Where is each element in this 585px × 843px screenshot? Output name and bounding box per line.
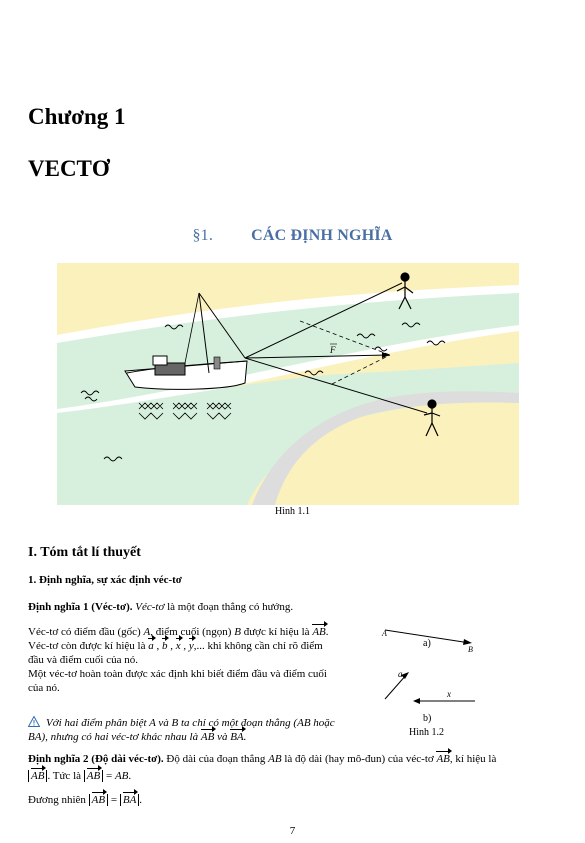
text: , kí hiệu là: [449, 753, 497, 765]
point-a: A: [143, 626, 151, 638]
page-number: 7: [289, 825, 296, 837]
text: Với hai điểm phân biệt A và B ta chỉ có một đoạn thẳng (AB hoặc: [46, 717, 335, 729]
vector-ba: BA: [122, 794, 137, 806]
text: .: [243, 731, 247, 743]
note-warning: [28, 716, 373, 744]
def1-text: là một đoạn thẳng có hướng.: [164, 601, 294, 613]
definition-1: [28, 600, 293, 614]
chapter-heading: Chương 1: [28, 104, 126, 129]
vector-ab: AB: [91, 794, 106, 806]
label-a: a): [423, 638, 431, 649]
text: ,... khi không cần chỉ rõ điểm: [193, 640, 323, 652]
vector-x-label: x: [447, 689, 451, 699]
text: Véc-tơ còn được kí hiệu là: [28, 640, 149, 652]
text: được kí hiệu là: [240, 626, 313, 638]
text: Một véc-tơ hoàn toàn được xác định khi biết điểm đầu và điểm cuối: [28, 668, 327, 680]
figure-boat-illustration: [57, 263, 519, 505]
text: =: [108, 794, 120, 806]
vector-ab: AB: [200, 731, 215, 743]
chapter-title: VECTƠ: [28, 156, 110, 181]
text: . Tức là: [47, 770, 84, 782]
warning-icon: [28, 716, 40, 727]
def1-term: Véc-tơ: [135, 601, 165, 613]
text: của nó.: [28, 682, 60, 694]
paragraph-equality: [28, 793, 142, 807]
vector-x: x: [175, 640, 181, 652]
magnitude-ab: [28, 770, 47, 782]
vector-ab: AB: [31, 770, 45, 782]
def2-label: Định nghĩa 2 (Độ dài véc-tơ).: [28, 753, 164, 765]
text: đầu và điểm cuối của nó.: [28, 654, 138, 666]
figure2-caption: Hình 1.2: [409, 727, 444, 738]
magnitude-ab: [89, 794, 108, 806]
text: =: [103, 770, 115, 782]
def1-label: Định nghĩa 1 (Véc-tơ).: [28, 601, 133, 613]
text: , điểm cuối (ngọn): [150, 626, 235, 638]
vector-ab: AB: [312, 626, 326, 638]
figure-caption: Hình 1.1: [275, 506, 310, 517]
figure-vectors: [375, 622, 505, 742]
point-a-label: A: [382, 629, 387, 638]
text: Véc-tơ có điểm đầu (gốc): [28, 626, 144, 638]
text: .: [325, 626, 329, 638]
vector-ab: AB: [86, 770, 101, 782]
magnitude-ab: [84, 770, 103, 782]
vector-b: b: [161, 640, 168, 652]
paragraph-notation: Véc-tơ có điểm đầu (gốc) A, điểm cuối (ngọn) B được kí hiệu là AB. Véc-tơ còn được kí hiệu là a , b , x , y,... khi không cần chỉ rõ điểm đầu và điểm cuối của nó. Một véc-tơ hoàn toàn được xác định khi biết điểm đầu và điểm cuối của nó.: [28, 625, 373, 695]
text: .: [128, 770, 132, 782]
segment-ab: AB: [268, 753, 282, 765]
text: .: [139, 794, 143, 806]
vector-ab: AB: [436, 753, 450, 765]
section-heading: [0, 227, 585, 245]
heading-definition: 1. Định nghĩa, sự xác định véc-tơ: [28, 574, 182, 586]
definition-2: [28, 752, 558, 783]
vector-ba: BA: [230, 731, 244, 743]
text: Độ dài của đoạn thẳng: [163, 753, 269, 765]
magnitude-ba: [120, 794, 139, 806]
segment-ab: AB: [114, 770, 129, 782]
vector-a: a: [148, 640, 154, 652]
vector-y: y: [188, 640, 194, 652]
label-b: b): [423, 713, 432, 724]
text: BA), nhưng có hai véc-tơ khác nhau là: [28, 731, 201, 743]
text: và: [214, 731, 231, 743]
point-b: B: [234, 626, 241, 638]
section-title: CÁC ĐỊNH NGHĨA: [251, 227, 393, 244]
force-label: F: [330, 345, 336, 355]
text: là độ dài (hay mô-đun) của véc-tơ: [281, 753, 437, 765]
point-b-label: B: [468, 645, 473, 654]
text: Đương nhiên: [28, 794, 89, 806]
vector-a-label: a: [398, 669, 403, 679]
heading-summary: I. Tóm tắt lí thuyết: [28, 545, 141, 560]
section-number: §1.: [192, 227, 214, 244]
